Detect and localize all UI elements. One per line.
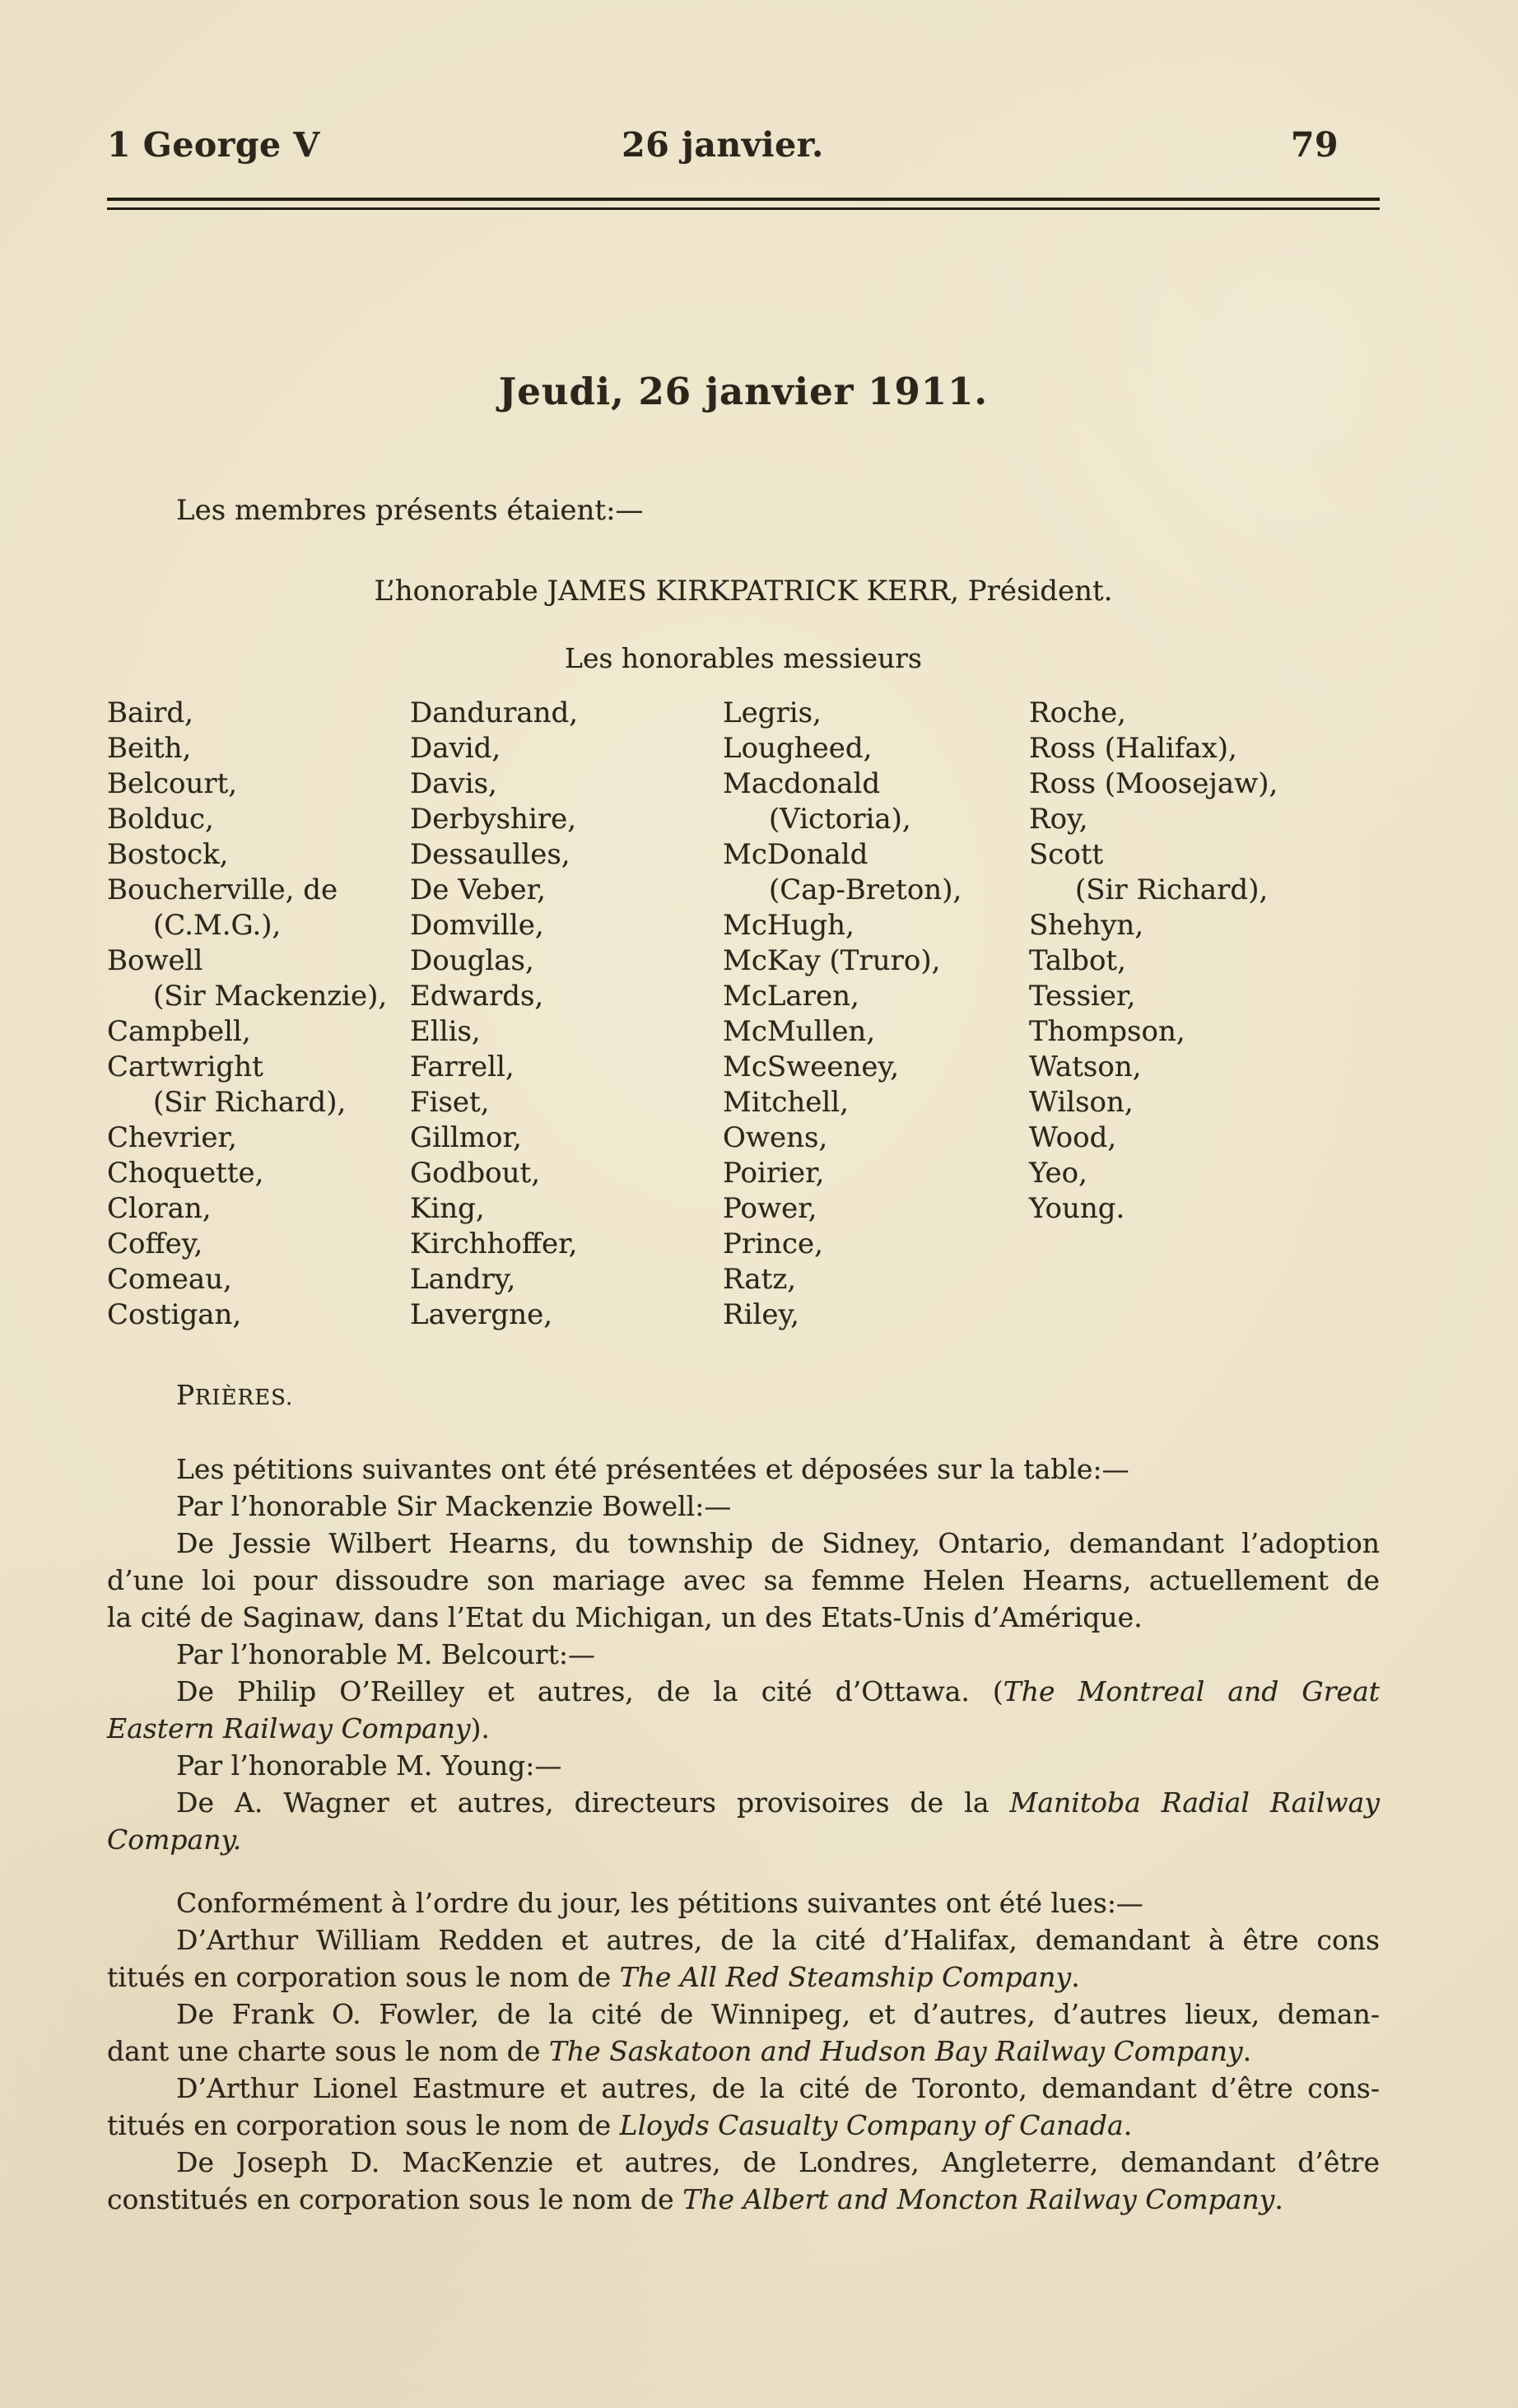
paragraph-line bbox=[107, 1636, 1380, 1673]
member-name: David, bbox=[410, 732, 501, 765]
member-name: Roy, bbox=[1029, 803, 1088, 836]
member-name: Comeau, bbox=[107, 1263, 232, 1296]
company-name-italic: Lloyds Casualty Company of Canada bbox=[619, 2109, 1124, 2141]
member-name: Poirier, bbox=[723, 1157, 825, 1190]
paragraph-text: De Philip O’Reilley et autres, de la cité d’Ottawa. ( bbox=[176, 1675, 1003, 1707]
company-name-italic: Eastern Railway Company bbox=[107, 1712, 471, 1744]
member-name: Choquette, bbox=[107, 1157, 264, 1190]
paragraph-text: D’Arthur Lionel Eastmure et autres, de la cité de Toronto, demandant d’être cons- bbox=[176, 2072, 1380, 2104]
member-name: Boucherville, de bbox=[107, 873, 338, 906]
company-name-italic: The All Red Steamship Company bbox=[619, 1961, 1072, 1993]
members-grid bbox=[107, 696, 1380, 1333]
member-name: Chevrier, bbox=[107, 1121, 237, 1154]
paragraph-text: titués en corporation sous le nom de bbox=[107, 2109, 620, 2141]
paragraph-block-1 bbox=[107, 1451, 1380, 1858]
president-line: L’honorable JAMES KIRKPATRICK KERR, Président. bbox=[374, 575, 1113, 608]
member-name: (Sir Richard), bbox=[153, 1086, 347, 1119]
member-name: Yeo, bbox=[1029, 1157, 1087, 1190]
paragraph-line bbox=[107, 1562, 1380, 1599]
member-name: Owens, bbox=[723, 1121, 828, 1154]
member-name: McLaren, bbox=[723, 980, 859, 1013]
member-name: Riley, bbox=[723, 1298, 799, 1331]
member-name: Ratz, bbox=[723, 1263, 797, 1296]
running-header bbox=[107, 125, 1380, 165]
member-name: Davis, bbox=[410, 767, 497, 800]
paragraph-text: constitués en corporation sous le nom de bbox=[107, 2183, 683, 2215]
paragraph-text: Les pétitions suivantes ont été présentées et déposées sur la table:— bbox=[176, 1453, 1129, 1485]
header-double-rule bbox=[107, 198, 1380, 210]
member-name: Fiset, bbox=[410, 1086, 490, 1119]
member-name: Legris, bbox=[723, 696, 822, 729]
member-name: Tessier, bbox=[1029, 980, 1136, 1013]
member-name: Roche, bbox=[1029, 696, 1126, 729]
member-name: McMullen, bbox=[723, 1015, 876, 1048]
paragraph-line bbox=[107, 2107, 1380, 2144]
member-name: Prince, bbox=[723, 1227, 823, 1260]
member-name: Dandurand, bbox=[410, 696, 579, 729]
paragraph-line bbox=[107, 1599, 1380, 1636]
member-name: Derbyshire, bbox=[410, 803, 577, 836]
member-name: Watson, bbox=[1029, 1050, 1142, 1083]
paragraph-text: . bbox=[1123, 2109, 1133, 2141]
paragraph-line bbox=[107, 2181, 1380, 2218]
member-name: Landry, bbox=[410, 1263, 516, 1296]
member-name: Ellis, bbox=[410, 1015, 481, 1048]
paragraph-line bbox=[107, 1821, 1380, 1858]
paragraph-line bbox=[107, 2033, 1380, 2070]
paragraph-text: Conformément à l’ordre du jour, les pétitions suivantes ont été lues:— bbox=[176, 1887, 1143, 1919]
paragraph-text: De Joseph D. MacKenzie et autres, de Londres, Angleterre, demandant d’être bbox=[176, 2146, 1380, 2178]
member-name: Thompson, bbox=[1029, 1015, 1185, 1048]
member-name: Baird, bbox=[107, 696, 193, 729]
paragraph-line bbox=[107, 2070, 1380, 2107]
member-name: Farrell, bbox=[410, 1050, 515, 1083]
member-name: Bowell bbox=[107, 944, 203, 977]
member-name: (Sir Richard), bbox=[1075, 873, 1269, 906]
member-name: Young. bbox=[1029, 1192, 1125, 1225]
members-present-intro: Les membres présents étaient:— bbox=[176, 494, 644, 527]
paragraph-text: Par l’honorable M. Belcourt:— bbox=[176, 1638, 595, 1670]
paragraph-line bbox=[107, 1959, 1380, 1996]
member-name: McSweeney, bbox=[723, 1050, 900, 1083]
prayers-smallcaps: RIÈRES. bbox=[194, 1386, 294, 1410]
member-name: Power, bbox=[723, 1192, 817, 1225]
member-name: (Cap-Breton), bbox=[769, 873, 962, 906]
paragraph-line bbox=[107, 1921, 1380, 1959]
paragraph-text: . bbox=[1242, 2035, 1252, 2067]
member-name: Godbout, bbox=[410, 1157, 540, 1190]
paragraph-text: Par l’honorable Sir Mackenzie Bowell:— bbox=[176, 1490, 732, 1522]
running-header-regnal-year: 1 George V bbox=[107, 125, 320, 165]
member-name: Talbot, bbox=[1029, 944, 1126, 977]
member-name: Mitchell, bbox=[723, 1086, 849, 1119]
paragraph-text: De Frank O. Fowler, de la cité de Winnipeg, et d’autres, d’autres lieux, deman- bbox=[176, 1998, 1380, 2030]
member-name: Cartwright bbox=[107, 1050, 263, 1083]
member-name: Costigan, bbox=[107, 1298, 242, 1331]
prayers-heading bbox=[107, 1379, 1380, 1411]
member-name: Shehyn, bbox=[1029, 909, 1144, 942]
paragraph-text: titués en corporation sous le nom de bbox=[107, 1961, 620, 1993]
member-name: (C.M.G.), bbox=[153, 909, 282, 942]
member-name: Beith, bbox=[107, 732, 192, 765]
member-name: King, bbox=[410, 1192, 485, 1225]
member-name: Belcourt, bbox=[107, 767, 238, 800]
company-name-italic: The Saskatoon and Hudson Bay Railway Company bbox=[548, 2035, 1243, 2067]
member-name: Domville, bbox=[410, 909, 544, 942]
members-column-2 bbox=[410, 696, 723, 1333]
company-name-italic: The Montreal and Great bbox=[1003, 1675, 1381, 1707]
member-name: Scott bbox=[1029, 838, 1104, 871]
members-column-4 bbox=[1029, 696, 1380, 1333]
paragraph-line bbox=[107, 1784, 1380, 1821]
member-name: Lavergne, bbox=[410, 1298, 553, 1331]
member-name: Bolduc, bbox=[107, 803, 214, 836]
member-name: Campbell, bbox=[107, 1015, 251, 1048]
paragraph-text: De Jessie Wilbert Hearns, du township de Sidney, Ontario, demandant l’adoption bbox=[176, 1527, 1380, 1559]
paragraph-text: De A. Wagner et autres, directeurs provisoires de la bbox=[176, 1786, 1010, 1819]
paragraph-line bbox=[107, 1884, 1380, 1921]
member-name: Dessaulles, bbox=[410, 838, 570, 871]
page-number: 79 bbox=[1290, 125, 1339, 165]
member-name: Ross (Halifax), bbox=[1029, 732, 1237, 765]
member-name: Bostock, bbox=[107, 838, 229, 871]
paragraph-text: D’Arthur William Redden et autres, de la cité d’Halifax, demandant à être cons bbox=[176, 1924, 1380, 1956]
sitting-title: Jeudi, 26 janvier 1911. bbox=[498, 370, 989, 413]
member-name: Coffey, bbox=[107, 1227, 203, 1260]
member-name: De Veber, bbox=[410, 873, 546, 906]
paragraph-text: ). bbox=[470, 1712, 490, 1744]
paragraph-text: la cité de Saginaw, dans l’Etat du Michigan, un des Etats-Unis d’Amérique. bbox=[107, 1601, 1143, 1633]
member-name: McHugh, bbox=[723, 909, 854, 942]
members-column-1 bbox=[107, 696, 410, 1333]
member-name: McDonald bbox=[723, 838, 868, 871]
running-header-date: 26 janvier. bbox=[622, 125, 824, 165]
members-column-3 bbox=[723, 696, 1029, 1333]
company-name-italic: Manitoba Radial Railway bbox=[1009, 1786, 1380, 1819]
prayers-lead-cap: P bbox=[176, 1379, 195, 1411]
member-name: (Sir Mackenzie), bbox=[153, 980, 388, 1013]
paragraph-text: Par l’honorable M. Young:— bbox=[176, 1749, 562, 1782]
paragraph-line bbox=[107, 1996, 1380, 2033]
paragraph-line bbox=[107, 2144, 1380, 2181]
company-name-italic: Company. bbox=[107, 1823, 242, 1856]
paragraph-line bbox=[107, 1451, 1380, 1488]
member-name: Wood, bbox=[1029, 1121, 1117, 1154]
members-heading: Les honorables messieurs bbox=[565, 642, 922, 674]
member-name: McKay (Truro), bbox=[723, 944, 941, 977]
paragraph-line bbox=[107, 1673, 1380, 1710]
paragraph-line bbox=[107, 1525, 1380, 1562]
member-name: Lougheed, bbox=[723, 732, 873, 765]
member-name: Douglas, bbox=[410, 944, 534, 977]
paragraph-text: . bbox=[1274, 2183, 1283, 2215]
member-name: (Victoria), bbox=[769, 803, 911, 836]
member-name: Macdonald bbox=[723, 767, 881, 800]
member-name: Gillmor, bbox=[410, 1121, 522, 1154]
member-name: Cloran, bbox=[107, 1192, 212, 1225]
paragraph-line bbox=[107, 1488, 1380, 1525]
company-name-italic: The Albert and Moncton Railway Company bbox=[682, 2183, 1275, 2215]
member-name: Edwards, bbox=[410, 980, 544, 1013]
paragraph-text: dant une charte sous le nom de bbox=[107, 2035, 549, 2067]
member-name: Ross (Moosejaw), bbox=[1029, 767, 1278, 800]
paragraph-line bbox=[107, 1710, 1380, 1747]
member-name: Kirchhoffer, bbox=[410, 1227, 578, 1260]
member-name: Wilson, bbox=[1029, 1086, 1134, 1119]
paragraph-text: d’une loi pour dissoudre son mariage avec sa femme Helen Hearns, actuellement de bbox=[107, 1564, 1380, 1596]
paragraph-text: . bbox=[1071, 1961, 1080, 1993]
paragraph-block-2 bbox=[107, 1884, 1380, 2218]
paragraph-line bbox=[107, 1747, 1380, 1784]
